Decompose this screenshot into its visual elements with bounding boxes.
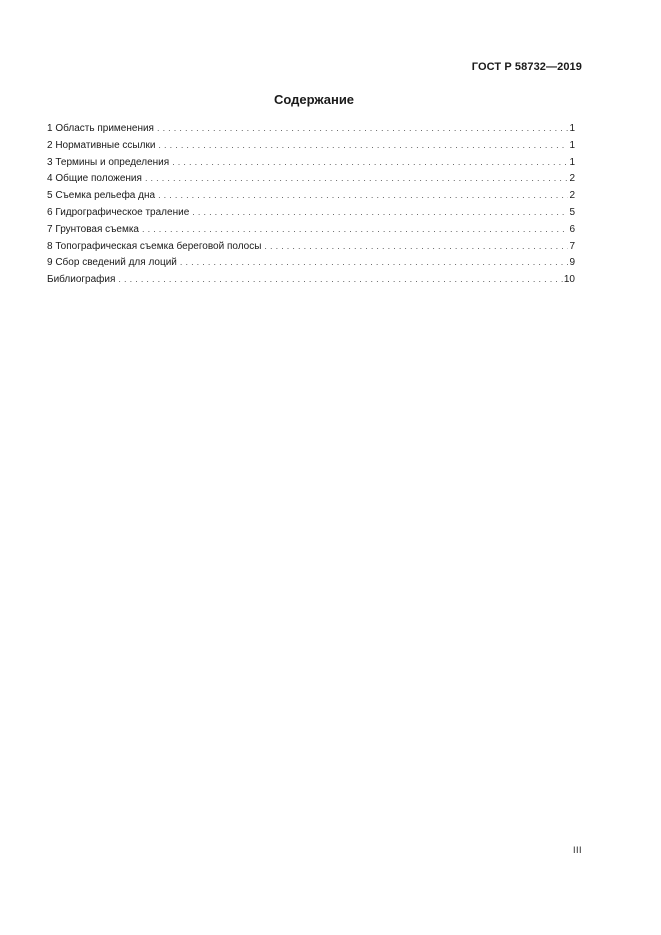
toc-dot-leader [158,137,568,154]
toc-entry-label: 5 Съемка рельефа дна [47,190,156,202]
toc-entry-label: 3 Термины и определения [47,156,170,168]
toc-entry-label: 8 Топографическая съемка береговой полосы [47,240,262,252]
toc-entry[interactable] [47,254,575,271]
toc-entry-page: 10 [563,274,575,286]
toc-entry[interactable] [47,271,575,288]
toc-entry[interactable] [47,238,575,255]
toc-entry[interactable] [47,137,575,154]
toc-dot-leader [172,154,568,171]
document-code: ГОСТ Р 58732—2019 [471,61,582,73]
toc-dot-leader [264,238,568,255]
toc-entry[interactable] [47,221,575,238]
toc-entry-page: 6 [569,223,575,235]
toc-dot-leader [118,271,562,288]
toc-entry-page: 5 [569,206,575,218]
toc-entry-page: 7 [569,240,575,252]
toc-entry-page: 2 [569,190,575,202]
toc-dot-leader [142,221,568,238]
toc-entry-page: 2 [569,173,575,185]
page-number: III [572,845,582,855]
toc-entry-label: 4 Общие положения [47,173,142,185]
toc-entry-page: 1 [569,156,575,168]
toc-entry-label: 7 Грунтовая съемка [47,223,139,235]
toc-entry-page: 1 [569,123,575,134]
toc-entry[interactable] [47,120,575,137]
toc-entry-label: 6 Гидрографическое траление [47,206,190,218]
toc-entry-label: 1 Область применения [47,123,154,134]
toc-dot-leader [145,170,569,187]
toc-entry[interactable] [47,170,575,187]
toc-entry[interactable] [47,154,575,171]
toc-entry[interactable] [47,187,575,204]
toc-entry-page: 1 [569,139,575,151]
toc-dot-leader [158,187,568,204]
table-of-contents [47,120,575,288]
toc-dot-leader [192,204,568,221]
toc-entry-page: 9 [569,257,575,269]
toc-dot-leader [180,254,569,271]
toc-entry-label: 9 Сбор сведений для лоций [47,257,177,269]
toc-title: Содержание [273,92,355,107]
toc-entry-label: 2 Нормативные ссылки [47,139,156,151]
toc-entry[interactable] [47,204,575,221]
toc-entry-label: Библиография [47,274,116,286]
toc-dot-leader [157,120,568,137]
